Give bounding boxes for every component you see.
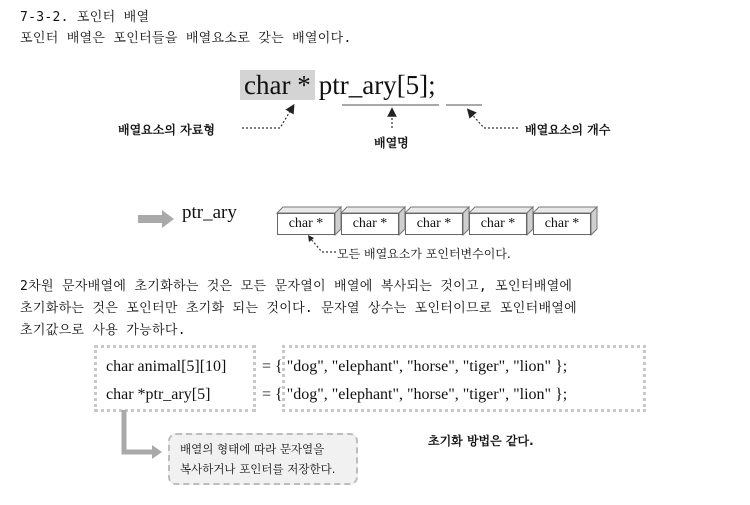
pointer-label: ptr_ary	[182, 202, 237, 223]
array-cell-label: char *	[277, 213, 335, 235]
declaration-arrows	[0, 0, 750, 200]
code-left-1: char animal[5][10]	[106, 358, 227, 375]
label-array-name: 배열명	[374, 136, 409, 150]
body-line-1: 2차원 문자배열에 초기화하는 것은 모든 문자열이 배열에 복사되는 것이고, 포인터배열에	[20, 279, 573, 294]
diagram-caption: 모든 배열요소가 포인터변수이다.	[337, 247, 511, 261]
array-cell-label: char *	[469, 213, 527, 235]
code-right-2: = { "dog", "elephant", "horse", "tiger", "lion" };	[262, 386, 568, 403]
code-left-2: char *ptr_ary[5]	[106, 386, 211, 403]
intro-text: 포인터 배열은 포인터들을 배열요소로 갖는 배열이다.	[20, 31, 352, 46]
body-line-2: 초기화하는 것은 포인터만 초기화 되는 것이다. 문자열 상수는 포인터이므로 포인터배열에	[20, 301, 578, 316]
label-element-type: 배열요소의 자료형	[118, 123, 215, 137]
type-arrow	[242, 108, 292, 128]
code-right-1: = { "dog", "elephant", "horse", "tiger", "lion" };	[262, 358, 568, 375]
size-arrow	[470, 112, 518, 128]
array-cell-label: char *	[405, 213, 463, 235]
array-cell-label: char *	[533, 213, 591, 235]
same-init-text: 초기화 방법은 같다.	[428, 434, 534, 448]
body-line-3: 초기값으로 사용 가능하다.	[20, 323, 186, 338]
decl-type: char *	[240, 70, 315, 100]
note-box	[168, 433, 358, 485]
label-element-count: 배열요소의 개수	[525, 123, 611, 137]
note-connector	[100, 410, 170, 460]
decl-name: ptr_ary	[318, 70, 397, 100]
array-cell-label: char *	[341, 213, 399, 235]
section-heading: 7-3-2. 포인터 배열	[20, 10, 150, 25]
note-line-2: 복사하거나 포인터를 저장한다.	[180, 462, 336, 476]
caption-arrow	[300, 232, 340, 262]
note-line-1: 배열의 형태에 따라 문자열을	[180, 442, 325, 456]
pointer-arrow-icon	[138, 208, 178, 230]
decl-size: [5];	[396, 70, 436, 100]
